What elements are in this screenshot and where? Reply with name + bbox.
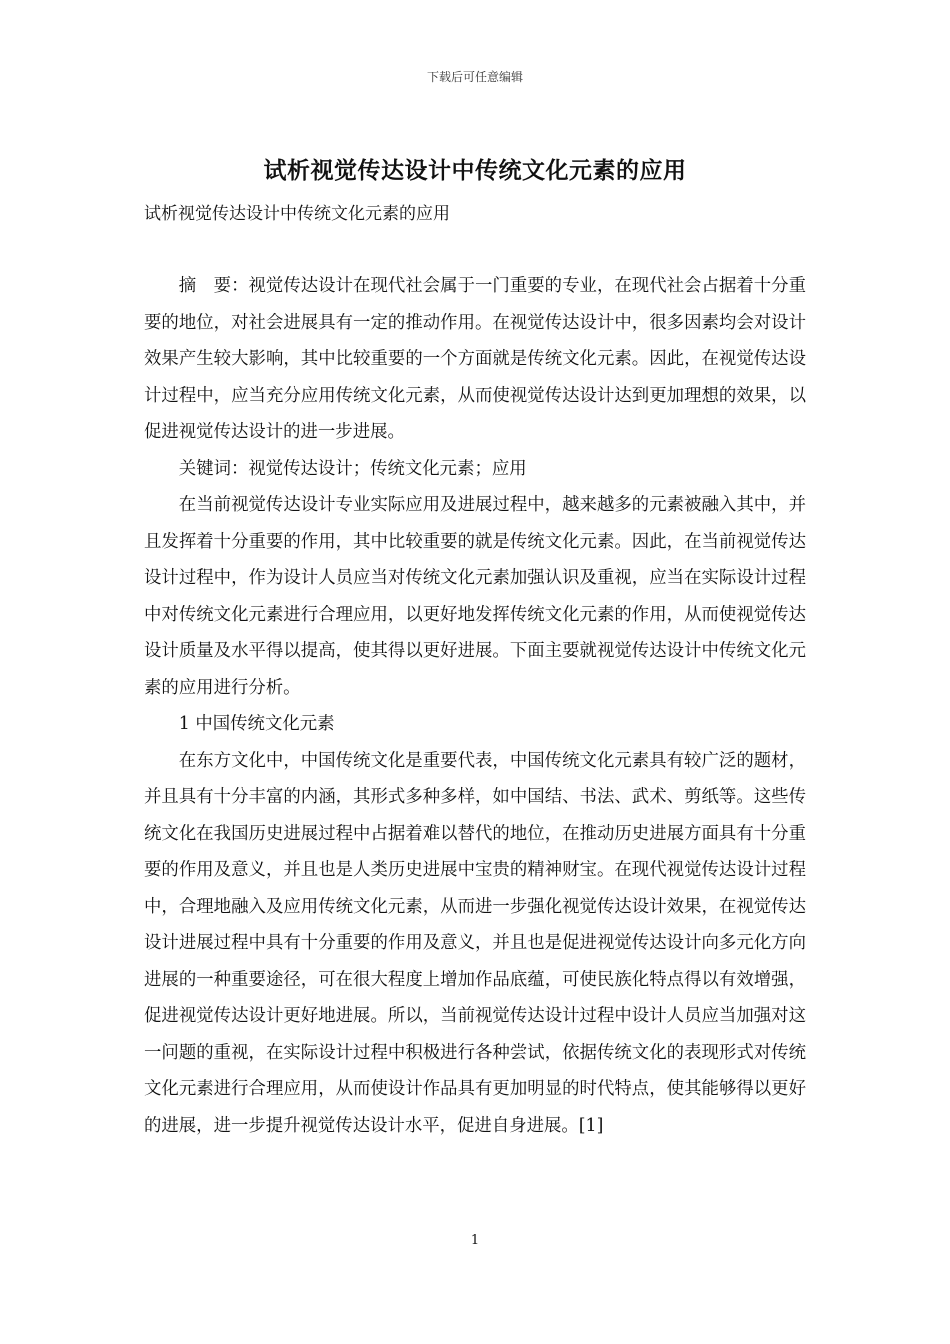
- intro-paragraph: 在当前视觉传达设计专业实际应用及进展过程中，越来越多的元素被融入其中，并且发挥着十分重要的作用，其中比较重要的就是传统文化元素。因此，在当前视觉传达设计过程中，作为设计人员应当对传统文化元素加强认识及重视，应当在实际设计过程中对传统文化元素进行合理应用，以更好地发挥传统文化元素的作用，从而使视觉传达设计质量及水平得以提高，使其得以更好进展。下面主要就视觉传达设计中传统文化元素的应用进行分析。: [144, 495, 806, 698]
- section-paragraph: 在东方文化中，中国传统文化是重要代表，中国传统文化元素具有较广泛的题材，并且具有十分丰富的内涵，其形式多种多样，如中国结、书法、武术、剪纸等。这些传统文化在我国历史进展过程中占据着难以替代的地位，在推动历史进展方面具有十分重要的作用及意义，并且也是人类历史进展中宝贵的精神财宝。在现代视觉传达设计过程中，合理地融入及应用传统文化元素，从而进一步强化视觉传达设计效果，在视觉传达设计进展过程中具有十分重要的作用及意义，并且也是促进视觉传达设计向多元化方向进展的一种重要途径，可在很大程度上增加作品底蕴，可使民族化特点得以有效增强，促进视觉传达设计更好地进展。所以，当前视觉传达设计过程中设计人员应当加强对这一问题的重视，在实际设计过程中积极进行各种尝试，依据传统文化的表现形式对传统文化元素进行合理应用，从而使设计作品具有更加明显的时代特点，使其能够得以更好的进展，进一步提升视觉传达设计水平，促进自身进展。[1]: [144, 750, 806, 1136]
- keywords-paragraph: 关键词：视觉传达设计；传统文化元素；应用: [178, 458, 527, 479]
- header-note: 下载后可任意编辑: [426, 70, 523, 84]
- document-title: 试析视觉传达设计中传统文化元素的应用: [263, 158, 687, 184]
- document-body: [144, 268, 806, 1144]
- document-subtitle: 试析视觉传达设计中传统文化元素的应用: [144, 204, 450, 224]
- section-heading: 1 中国传统文化元素: [178, 714, 335, 734]
- page-number: 1: [470, 1233, 480, 1248]
- abstract-paragraph: 摘 要：视觉传达设计在现代社会属于一门重要的专业，在现代社会占据着十分重要的地位，对社会进展具有一定的推动作用。在视觉传达设计中，很多因素均会对设计效果产生较大影响，其中比较重要的一个方面就是传统文化元素。因此，在视觉传达设计过程中，应当充分应用传统文化元素，从而使视觉传达设计达到更加理想的效果，以促进视觉传达设计的进一步进展。: [144, 276, 806, 442]
